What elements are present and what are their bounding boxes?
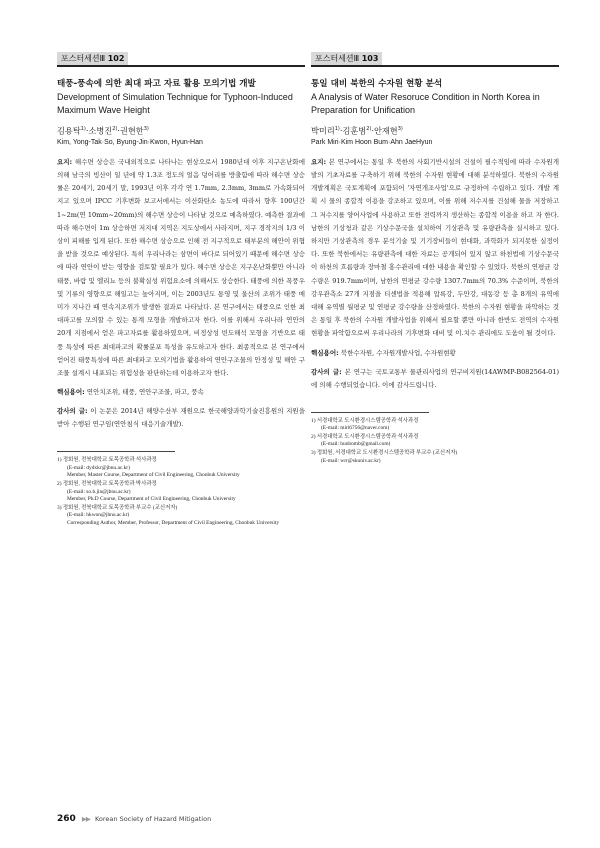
keywords-text: 북한수자원, 수자원개발사업, 수자원현황 <box>338 348 456 357</box>
footnote: 2) 정회원, 전북대학교 토목공학과 박사과정 (E-mail: so.b.jin@jbnu.ac.kr) Member, Ph.D Course, Department of Civil Engineering, Chonbuk University <box>57 480 236 503</box>
abstract-label: 요지: <box>311 157 327 166</box>
journal-name: Korean Society of Hazard Mitigation <box>94 815 212 823</box>
keywords <box>311 347 559 360</box>
keywords-label: 핵심용어: <box>57 388 85 397</box>
footnote: 2) 서경대학교 도시환경시스템공학과 석사과정 (E-mail: hunbomb@gmail.com) <box>311 433 419 448</box>
footnote: 1) 정회원, 전북대학교 토목공학과 석사과정 (E-mail: dydxkr@jbnu.ac.kr) Member, Master Course, Department of Civil Engineering, Chonbuk University <box>57 457 240 479</box>
keywords <box>57 386 305 399</box>
authors-english: Park Miri·Kim Hoon Bum·Ahn JaeHyun <box>311 138 433 146</box>
title-english: A Analysis of Water Resoruce Condition in North Korea in Preparation for Unification <box>311 92 540 115</box>
page-number: 260 <box>57 814 76 824</box>
title-english: Development of Simulation Technique for Typhoon-Induced Maximum Wave Height <box>57 92 293 115</box>
title-korean: 태풍-풍속에 의한 최대 파고 자료 활용 모의기법 개발 <box>57 79 256 89</box>
keywords-text: 연안치조위, 태풍, 연안구조물, 파고, 풍속 <box>84 388 204 397</box>
authors-korean: 박미리$^{1)}$·김훈범$^{2)}$·안재현$^{3)}$ <box>311 125 403 136</box>
session-tag <box>57 52 128 65</box>
session-number: 102 <box>107 54 125 63</box>
left-article <box>57 52 305 529</box>
authors-korean: 김용탁$^{1)}$·소병진$^{2)}$·권현한$^{3)}$ <box>57 125 149 136</box>
session-header <box>57 52 305 67</box>
title-korean: 통일 대비 북한의 수자원 현황 분석 <box>311 79 443 89</box>
acknowledgement-label: 감사의 글: <box>311 367 342 376</box>
abstract-text: 해수면 상승은 국내외적으로 나타나는 현상으로서 1980년대 이후 지구온난화에 의해 남극의 빙산이 일 년에 약 1.3조 정도의 얼음 덩어리를 방출함에 따라 해수면 상승률은 20세기, 20세기 말, 1993년 이후 각각 연 1.7mm, 2.3mm, 3mm로 가속화되어지고 있으며 IPCC 기후변화 보고서에서는 이산화탄소 농도에 따라서 향후 100년간 1~2m(연 10mm~20mm)의 해수면 상승이 나타날 것으로 예측하였다. 예측한 결과에 따라 해수면이 1m 상승하면 저지대 지역은 지도상에서 사라지며, 지구 경작지의 1/3 이상이 피해를 입게 된다. 또한 해수면 상승으로 인해 전 지구적으로 태부분의 해안이 위협을 받을 것으로 예상된다. 특히 우리나라는 삼면이 바다로 되어있기 때문에 해수면 상승에 따라 연안이 받는 영향을 검토할 필요가 있다. 해수면 상승은 지구온난화뿐만 아니라 태풍, 바람 및 엘리뇨 등의 불확실성 위험요소에 의해서도 상승한다. 태풍에 의한 폭풍우 및 기류의 영향으로 해일고는 높아지며, 이는 2003년도 통영 및 울산의 조위가 태풍 매미가 지나간 때 연속지조위가 발생한 결과로 나타났다. 본 연구에서는 태풍으로 인한 최대파고를 모의할 수 있는 통계 모형을 개발하고자 한다. 이를 위해서 우리나라 연안의 20개 지점에서 얻은 파고자료를 활용하였으며, 비정상성 빈도해석 모형을 기반으로 태풍 특성에 따른 최대파고의 확률분포 특성을 유도하고자 한다. 최종적으로 본 연구에서 얻어진 태풍특성에 따른 최대파고 모의기법을 활용하여 연안구조물의 안정성 및 해안 구조물 설계시 내포되는 위험성을 판단하는데 이용하고자 한다. <box>57 157 305 377</box>
session-header <box>311 52 559 67</box>
session-number: 103 <box>361 54 379 63</box>
footnote-divider <box>57 451 175 452</box>
acknowledgement-label: 감사의 글: <box>57 407 88 416</box>
authors-english: Kim, Yong-Tak·So, Byung-Jin·Kwon, Hyun-Han <box>57 138 203 146</box>
session-label: 포스터세션Ⅲ <box>61 54 106 63</box>
acknowledgement <box>57 405 305 431</box>
footnote: 3) 정회원, 서경대학교 도시환경시스템공학과 부교수 (교신저자) (E-mail: wrr@skuniv.ac.kr) <box>311 449 458 464</box>
session-tag <box>311 52 382 65</box>
abstract <box>57 156 305 380</box>
abstract-text: 본 연구에서는 통일 후 북한의 사회기반시설의 건설이 필수적임에 따라 수자원개발의 기초자료를 구축하기 위해 북한의 수자원 현황에 대해 분석하였다. 북한의 수자원 개발계획은 국토계획에 포함되어 '자연개조사업'으로 규정하여 수립하고 있다. 개발 계획 시 물의 종합적 이용을 강조하고 있으며, 이를 위해 저수지를 건설해 물을 저장하고 그 저수지를 양어사업에 사용하고 또한 전력까지 생산하는 종합적 이용을 하고 자 한다. 남한의 기상청과 같은 기상수문국을 설치하여 기상관측 및 유량관측을 실시하고 있다. 하지만 기상관측의 경우 분석기술 및 기기장비들이 현대화, 과학화가 되지못한 실정이다. 또한 북한에서는 유량관측에 대한 자료는 공개되어 있지 않고 하천법에 기상수문국이 하천의 흐름량과 장마철 홍수관리에 대한 내용을 확인할 수 있었다. 북한의 연평균 강수량은 919.7mm이며, 남한의 연평균 강수량 1307.7mm의 70.3% 수준이며, 북한의 강우관측소 27개 지점을 티센법을 적용해 압록강, 두만강, 대동강 등 총 8개의 유역에 대해 유역별 월평균 및 연평균 강수량을 산정하였다. 북한의 수자원 현황을 파악하는 것은 통일 후 북한의 수자원 개발사업을 위해서 필요할 뿐만 아니라 한반도 전역의 수자원 현황을 파악함으로써 우리나라의 기후변화 대비 및 이.치수 관리에도 도움이 될 것이다. <box>311 157 559 338</box>
footnote: 3) 정회원, 전북대학교 토목공학과 부교수 (교신저자) (E-mail: hkwon@jbnu.ac.kr) Corresponding Author, Member, Professor, Department of Civil Engineering, Chonbuk University <box>57 504 280 526</box>
acknowledgement <box>311 366 559 392</box>
abstract <box>311 156 559 341</box>
footnotes <box>57 457 305 527</box>
footnote: 1) 서경대학교 도시환경시스템공학과 석사과정 (E-mail: miri6756@naver.com) <box>311 417 419 432</box>
footnotes <box>311 418 559 466</box>
right-article <box>311 52 559 466</box>
session-label: 포스터세션Ⅲ <box>315 54 360 63</box>
keywords-label: 핵심용어: <box>311 348 339 357</box>
abstract-label: 요지: <box>57 157 73 166</box>
acknowledgement-text: 본 연구는 국토교통부 물관리사업의 연구비지원(14AWMP-B082564-01)에 의해 수행되었습니다. 이에 감사드립니다. <box>311 367 559 389</box>
footnote-divider <box>311 412 429 413</box>
acknowledgement-text: 이 논문은 2014년 해양수산부 재원으로 한국해양과학기술진흥원의 지원을 받아 수행된 연구임(연안침식 대응기술개발). <box>57 407 305 429</box>
double-arrow-icon: ▶▶ <box>81 815 90 823</box>
page-footer <box>57 814 211 824</box>
